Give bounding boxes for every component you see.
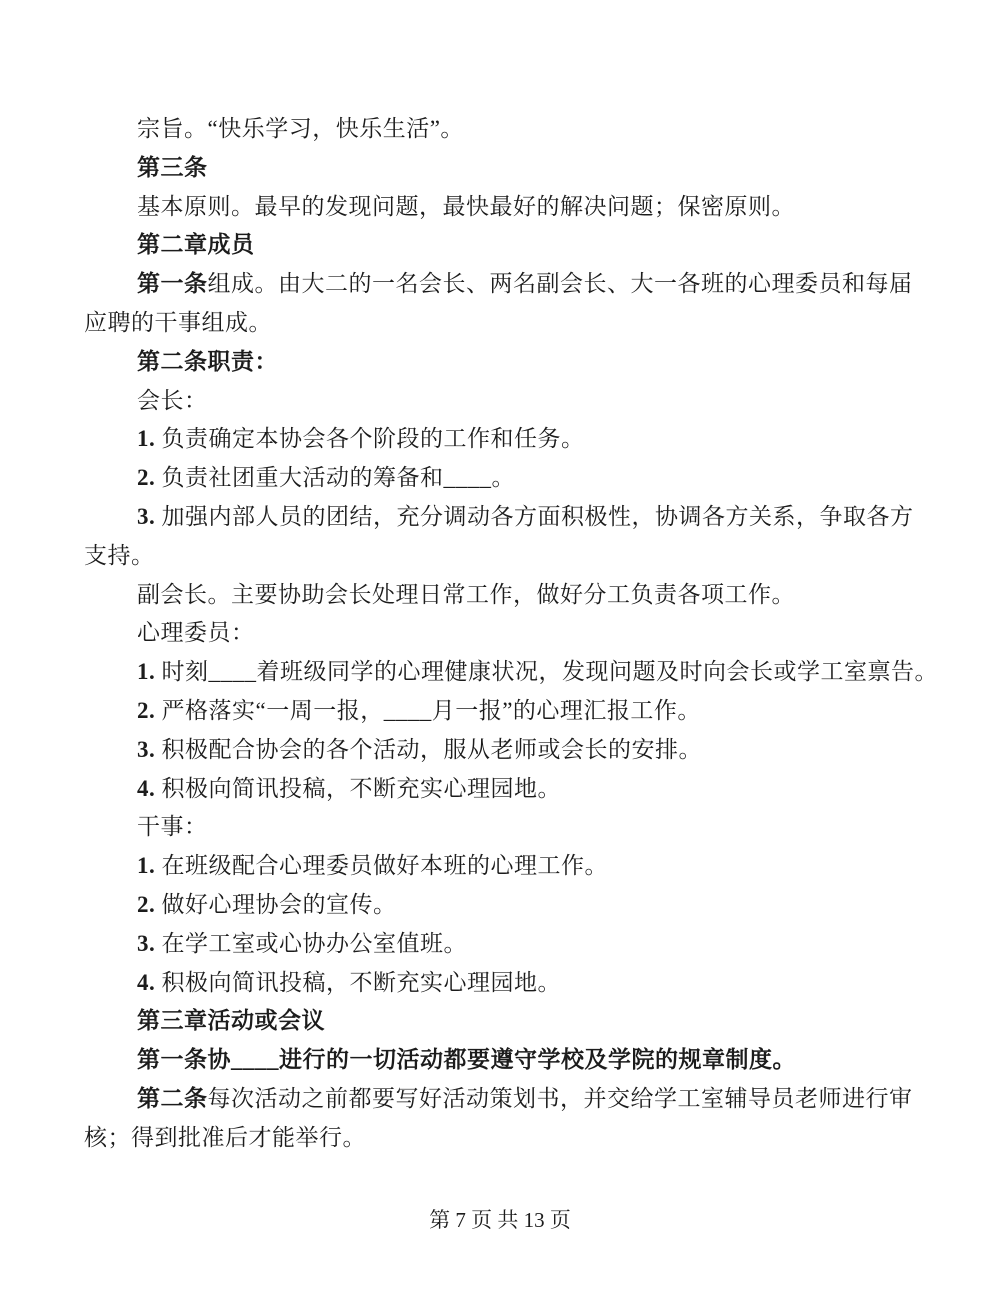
line-staff-label: [84, 808, 918, 847]
text-segment: 核；得到批准后才能举行。: [84, 1124, 366, 1150]
text-segment: 负责社团重大活动的筹备和____。: [155, 465, 515, 491]
bold-text-segment: 3.: [137, 503, 156, 529]
bold-text-segment: 1.: [137, 853, 156, 879]
line-committee-duty-3: [84, 731, 918, 770]
heading-chapter-2-members: [84, 226, 918, 265]
heading-chapter-3-activities: [84, 1002, 918, 1041]
line-president-duty-3: [84, 498, 918, 537]
bold-text-segment: 2.: [137, 891, 156, 917]
text-segment: 基本原则。最早的发现问题，最快最好的解决问题；保密原则。: [137, 193, 795, 219]
text-segment: 积极向简讯投稿，不断充实心理园地。: [155, 969, 561, 995]
line-vice-president: [84, 576, 918, 615]
heading-article-3: [84, 149, 918, 188]
line-psych-committee-label: [84, 614, 918, 653]
bold-text-segment: 第二章成员: [137, 232, 255, 258]
text-segment: 干事：: [137, 814, 208, 840]
page-footer-text: 第 7 页 共 13 页: [429, 1208, 571, 1232]
line-president-label: [84, 382, 918, 421]
bold-text-segment: 4.: [137, 969, 156, 995]
line-staff-duty-3: [84, 925, 918, 964]
line-staff-duty-2: [84, 886, 918, 925]
line-basic-principles: [84, 188, 918, 227]
text-segment: 严格落实“一周一报，____月一报”的心理汇报工作。: [155, 697, 701, 723]
text-segment: 在班级配合心理委员做好本班的心理工作。: [155, 853, 608, 879]
text-segment: 支持。: [84, 542, 155, 568]
bold-text-segment: 1.: [137, 426, 156, 452]
text-segment: 在学工室或心协办公室值班。: [155, 930, 467, 956]
bold-text-segment: 第三章活动或会议: [137, 1008, 325, 1034]
line-committee-duty-4: [84, 770, 918, 809]
heading-article-1-rules: [84, 1041, 918, 1080]
heading-article-2-duties: [84, 343, 918, 382]
line-president-duty-1: [84, 420, 918, 459]
bold-text-segment: 第二条职责：: [137, 348, 278, 374]
text-segment: 积极向简讯投稿，不断充实心理园地。: [155, 775, 561, 801]
text-segment: 心理委员：: [137, 620, 255, 646]
bold-text-segment: 第一条: [137, 271, 208, 297]
text-segment: 积极配合协会的各个活动，服从老师或会长的安排。: [155, 736, 702, 762]
text-segment: 加强内部人员的团结，充分调动各方面积极性，协调各方关系，争取各方: [155, 503, 914, 529]
text-segment: 会长：: [137, 387, 208, 413]
bold-text-segment: 4.: [137, 775, 156, 801]
line-president-duty-2: [84, 459, 918, 498]
document-body: [84, 110, 938, 1158]
text-segment: 做好心理协会的宣传。: [155, 891, 397, 917]
bold-text-segment: 3.: [137, 736, 156, 762]
line-president-duty-3-cont: [84, 537, 918, 576]
line-staff-duty-1: [84, 847, 918, 886]
bold-text-segment: 1.: [137, 659, 156, 685]
line-article-2-plan-cont: [84, 1119, 918, 1158]
bold-text-segment: 第三条: [137, 154, 208, 180]
text-segment: 副会长。主要协助会长处理日常工作，做好分工负责各项工作。: [137, 581, 795, 607]
line-article-1-composition: [84, 265, 918, 304]
line-committee-duty-1: [84, 653, 938, 692]
text-segment: 每次活动之前都要写好活动策划书，并交给学工室辅导员老师进行审: [207, 1085, 913, 1111]
text-segment: 应聘的干事组成。: [84, 309, 272, 335]
bold-text-segment: 2.: [137, 697, 156, 723]
line-purpose: [84, 110, 918, 149]
line-article-1-composition-cont: [84, 304, 918, 343]
line-staff-duty-4: [84, 964, 918, 1003]
text-segment: 宗旨。“快乐学习，快乐生活”。: [137, 116, 464, 141]
line-article-2-plan: [84, 1080, 918, 1119]
bold-text-segment: 3.: [137, 930, 156, 956]
bold-text-segment: 2.: [137, 465, 156, 491]
bold-text-segment: 第一条协____进行的一切活动都要遵守学校及学院的规章制度。: [137, 1047, 796, 1073]
page-footer: [0, 1206, 1000, 1234]
text-segment: 时刻____着班级同学的心理健康状况，发现问题及时向会长或学工室禀告。: [155, 659, 938, 685]
bold-text-segment: 第二条: [137, 1085, 208, 1111]
text-segment: 组成。由大二的一名会长、两名副会长、大一各班的心理委员和每届: [207, 271, 913, 297]
text-segment: 负责确定本协会各个阶段的工作和任务。: [155, 426, 585, 452]
line-committee-duty-2: [84, 692, 918, 731]
